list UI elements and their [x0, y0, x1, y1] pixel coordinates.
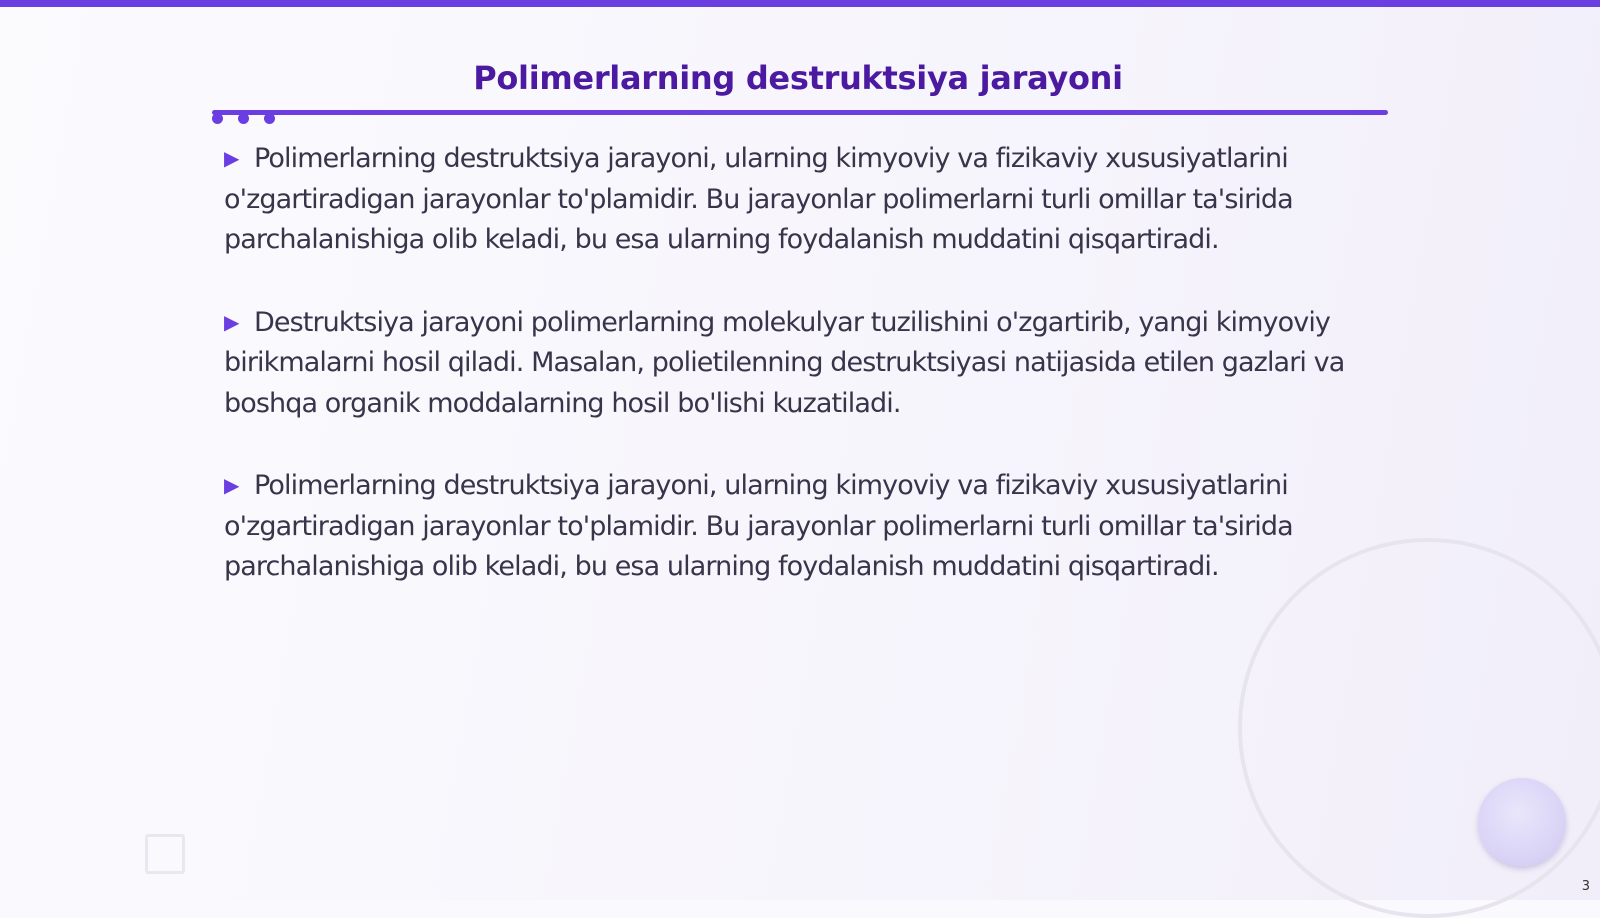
decorative-square-outline [145, 834, 185, 874]
underline-dot [238, 113, 249, 124]
bullet-item [224, 465, 1404, 588]
page-number: 3 [1581, 879, 1590, 894]
top-accent-bar [0, 0, 1600, 7]
bullet-text: Polimerlarning destruktsiya jarayoni, ularning kimyoviy va fizikaviy xususiyatlarini o'zgartiradigan jarayonlar to'plamidir. Bu jarayonlar polimerlarni turli omillar ta'sirida parchalanishiga olib keladi, bu esa ularning foydalanish muddatini qisqartiradi. [224, 143, 1293, 255]
bullet-item [224, 302, 1404, 425]
underline-dot [264, 113, 275, 124]
bullet-item [224, 138, 1404, 261]
bullet-list [224, 138, 1404, 629]
play-triangle-icon: ▶ [224, 309, 239, 334]
title-underline [212, 110, 1388, 115]
bullet-text: Destruktsiya jarayoni polimerlarning molekulyar tuzilishini o'zgartirib, yangi kimyoviy birikmalarni hosil qiladi. Masalan, polietilenning destruktsiyasi natijasida etilen gazlari va boshqa organik moddalarning hosil bo'lishi kuzatiladi. [224, 306, 1345, 419]
play-triangle-icon: ▶ [224, 473, 239, 497]
slide-title: Polimerlarning destruktsiya jarayoni [473, 59, 1123, 97]
play-triangle-icon: ▶ [224, 146, 239, 170]
underline-dot [212, 113, 223, 124]
decorative-orb [1478, 778, 1566, 866]
bullet-text: Polimerlarning destruktsiya jarayoni, ularning kimyoviy va fizikaviy xususiyatlarini o'zgartiradigan jarayonlar to'plamidir. Bu jarayonlar polimerlarni turli omillar ta'sirida parchalanishiga olib keladi, bu esa ularning foydalanish muddatini qisqartiradi. [224, 470, 1293, 582]
